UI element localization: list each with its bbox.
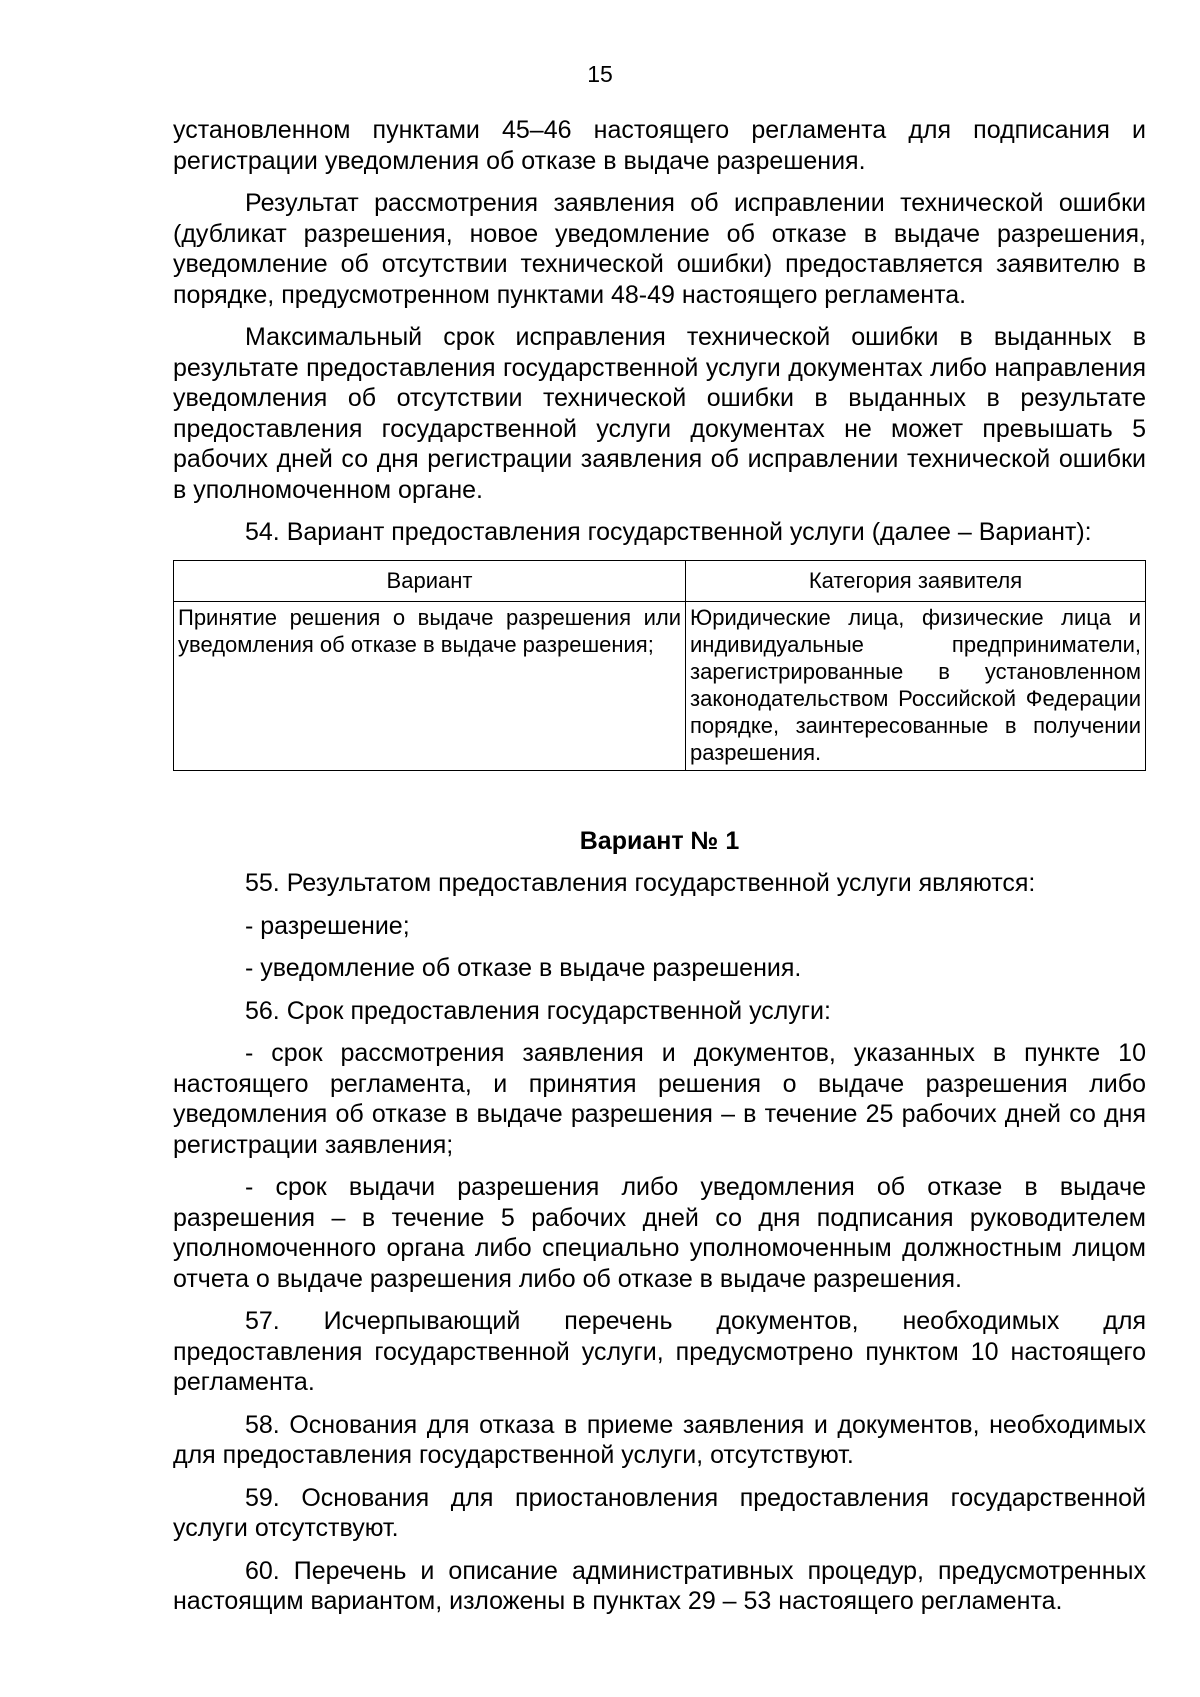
list-item-refusal-notice: - уведомление об отказе в выдаче разрешения. bbox=[245, 954, 802, 982]
paragraph-54: 54. Вариант предоставления государственной услуги (далее – Вариант): bbox=[245, 518, 1092, 546]
page-number: 15 bbox=[587, 61, 613, 87]
paragraph-correction-result: Результат рассмотрения заявления об исправлении технической ошибки (дубликат разрешения, новое уведомление об отказе в выдаче разрешения, уведомление об отсутствии технической ошибки) предоставляется заявителю в порядке, предусмотренном пунктами 48-49 настоящего регламента. bbox=[173, 189, 1146, 309]
list-item-permit: - разрешение; bbox=[245, 911, 410, 940]
paragraph-60: 60. Перечень и описание административных процедур, предусмотренных настоящим вариантом, изложены в пунктах 29 – 53 настоящего регламента. bbox=[173, 1556, 1146, 1615]
paragraph-58: 58. Основания для отказа в приеме заявления и документов, необходимых для предоставления государственной услуги, отсутствуют. bbox=[173, 1410, 1146, 1469]
table-cell-category: Юридические лица, физические лица и индивидуальные предприниматели, зарегистрированные в установленном законодательством Российской Федерации порядке, заинтересованные в получении разрешения. bbox=[686, 601, 1146, 770]
table-header-category: Категория заявителя bbox=[686, 560, 1146, 601]
paragraph-55: 55. Результатом предоставления государственной услуги являются: bbox=[245, 869, 1036, 897]
table-cell-variant: Принятие решения о выдаче разрешения или уведомления об отказе в выдаче разрешения; bbox=[174, 601, 686, 770]
paragraph-continuation: установленном пунктами 45–46 настоящего регламента для подписания и регистрации уведомления об отказе в выдаче разрешения. bbox=[173, 116, 1146, 175]
list-item-issue-term: - срок выдачи разрешения либо уведомления об отказе в выдаче разрешения – в течение 5 рабочих дней со дня подписания руководителем уполномоченного органа либо специально уполномоченным должностным лицом отчета о выдаче разрешения либо об отказе в выдаче разрешения. bbox=[173, 1173, 1146, 1293]
document-body bbox=[173, 115, 1146, 1629]
paragraph-57: 57. Исчерпывающий перечень документов, необходимых для предоставления государственной услуги, предусмотрено пунктом 10 настоящего регламента. bbox=[173, 1307, 1146, 1396]
table-header-variant: Вариант bbox=[174, 560, 686, 601]
table-header-row bbox=[174, 560, 1146, 601]
paragraph-56: 56. Срок предоставления государственной услуги: bbox=[245, 996, 831, 1025]
paragraph-correction-term: Максимальный срок исправления технической ошибки в выданных в результате предоставления государственной услуги документах либо направления уведомления об отсутствии технической ошибки в выданных в результате предоставления государственной услуги документах не может превышать 5 рабочих дней со дня регистрации заявления об исправлении технической ошибки в уполномоченном органе. bbox=[173, 323, 1146, 504]
variants-table bbox=[173, 560, 1146, 771]
list-item-review-term: - срок рассмотрения заявления и документов, указанных в пункте 10 настоящего регламента, и принятия решения о выдаче разрешения либо уведомления об отказе в выдаче разрешения – в течение 25 рабочих дней со дня регистрации заявления; bbox=[173, 1039, 1146, 1159]
paragraph-59: 59. Основания для приостановления предоставления государственной услуги отсутствуют. bbox=[173, 1483, 1146, 1542]
table-row bbox=[174, 601, 1146, 770]
section-heading: Вариант № 1 bbox=[579, 826, 740, 855]
